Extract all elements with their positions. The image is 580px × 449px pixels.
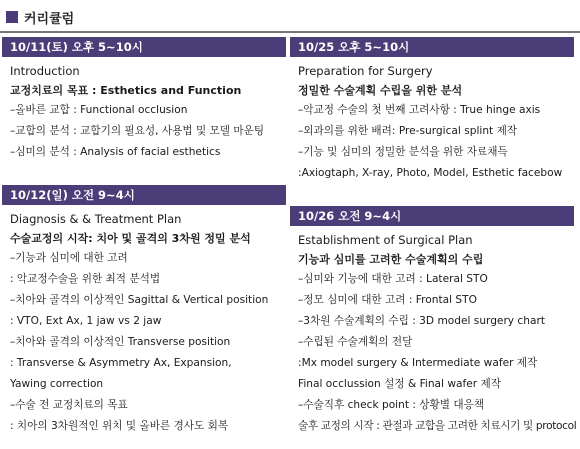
session-item: –수술 전 교정치료의 목표 bbox=[10, 399, 128, 411]
page-title bbox=[6, 7, 74, 27]
session-item: –교합의 분석 : 교합기의 필요성, 사용법 및 모델 마운팅 bbox=[10, 125, 265, 137]
session-item: –정모 심미에 대한 고려 : Frontal STO bbox=[298, 294, 477, 306]
session-subtitle: 정밀한 수술계획 수립을 위한 분석 bbox=[298, 84, 463, 97]
session-item: : VTO, Ext Ax, 1 jaw vs 2 jaw bbox=[10, 315, 162, 327]
session-item: Yawing correction bbox=[10, 378, 104, 390]
session-item: : 치아의 3차원적인 위치 및 올바른 경사도 회복 bbox=[10, 420, 229, 432]
session-item: 술후 교정의 시작 : 관절과 교합을 고려한 치료시기 및 protocol bbox=[298, 420, 577, 432]
session-header: 10/12(일) 오전 9~4시 bbox=[2, 185, 286, 205]
session-item: –수술직후 check point : 상황별 대응책 bbox=[298, 399, 485, 411]
session-header: 10/11(토) 오후 5~10시 bbox=[2, 37, 286, 57]
session-header: 10/25 오후 5~10시 bbox=[290, 37, 574, 57]
session-item: –외과의를 위한 배려: Pre-surgical splint 제작 bbox=[298, 125, 518, 137]
session-title: Introduction bbox=[10, 64, 80, 78]
session-item: –악교정 수술의 첫 번째 고려사항 : True hinge axis bbox=[298, 104, 541, 116]
session-item: –올바른 교합 : Functional occlusion bbox=[10, 104, 188, 116]
session-item: : 악교정수술을 위한 최적 분석법 bbox=[10, 273, 161, 285]
session-title: Establishment of Surgical Plan bbox=[298, 233, 473, 247]
square-bullet-icon bbox=[6, 11, 18, 23]
session-1012 bbox=[2, 185, 286, 437]
session-subtitle: 기능과 심미를 고려한 수술계획의 수립 bbox=[298, 253, 484, 266]
session-title: Diagnosis & & Treatment Plan bbox=[10, 212, 182, 226]
session-item: –기능 및 심미의 정밀한 분석을 위한 자료채득 bbox=[298, 146, 508, 158]
session-item: –기능과 심미에 대한 고려 bbox=[10, 252, 128, 264]
session-item: :Axiogtaph, X-ray, Photo, Model, Esthetic facebow bbox=[298, 167, 563, 179]
session-item: –3차원 수술계획의 수립 : 3D model surgery chart bbox=[298, 315, 545, 327]
title-divider bbox=[0, 31, 580, 33]
session-title: Preparation for Surgery bbox=[298, 64, 433, 78]
session-subtitle: 수술교정의 시작: 치아 및 골격의 3차원 정밀 분석 bbox=[10, 232, 251, 245]
session-item: –수립된 수술계획의 전달 bbox=[298, 336, 413, 348]
session-item: –심미와 기능에 대한 고려 : Lateral STO bbox=[298, 273, 488, 285]
session-item: :Mx model surgery & Intermediate wafer 제작 bbox=[298, 357, 538, 369]
session-subtitle: 교정치료의 목표 : Esthetics and Function bbox=[10, 84, 242, 97]
session-1026 bbox=[290, 206, 577, 437]
page-title-text: 커리큘럼 bbox=[24, 11, 75, 27]
session-1011 bbox=[2, 37, 286, 163]
session-item: –치아와 골격의 이상적인 Sagittal & Vertical position bbox=[10, 294, 269, 306]
session-item: –치아와 골격의 이상적인 Transverse position bbox=[10, 336, 231, 348]
session-item: Final occlussion 설정 & Final wafer 제작 bbox=[298, 378, 501, 390]
session-item: : Transverse & Asymmetry Ax, Expansion, bbox=[10, 357, 232, 369]
session-header: 10/26 오전 9~4시 bbox=[290, 206, 574, 226]
session-1025 bbox=[290, 37, 574, 184]
session-item: –심미의 분석 : Analysis of facial esthetics bbox=[10, 146, 221, 158]
